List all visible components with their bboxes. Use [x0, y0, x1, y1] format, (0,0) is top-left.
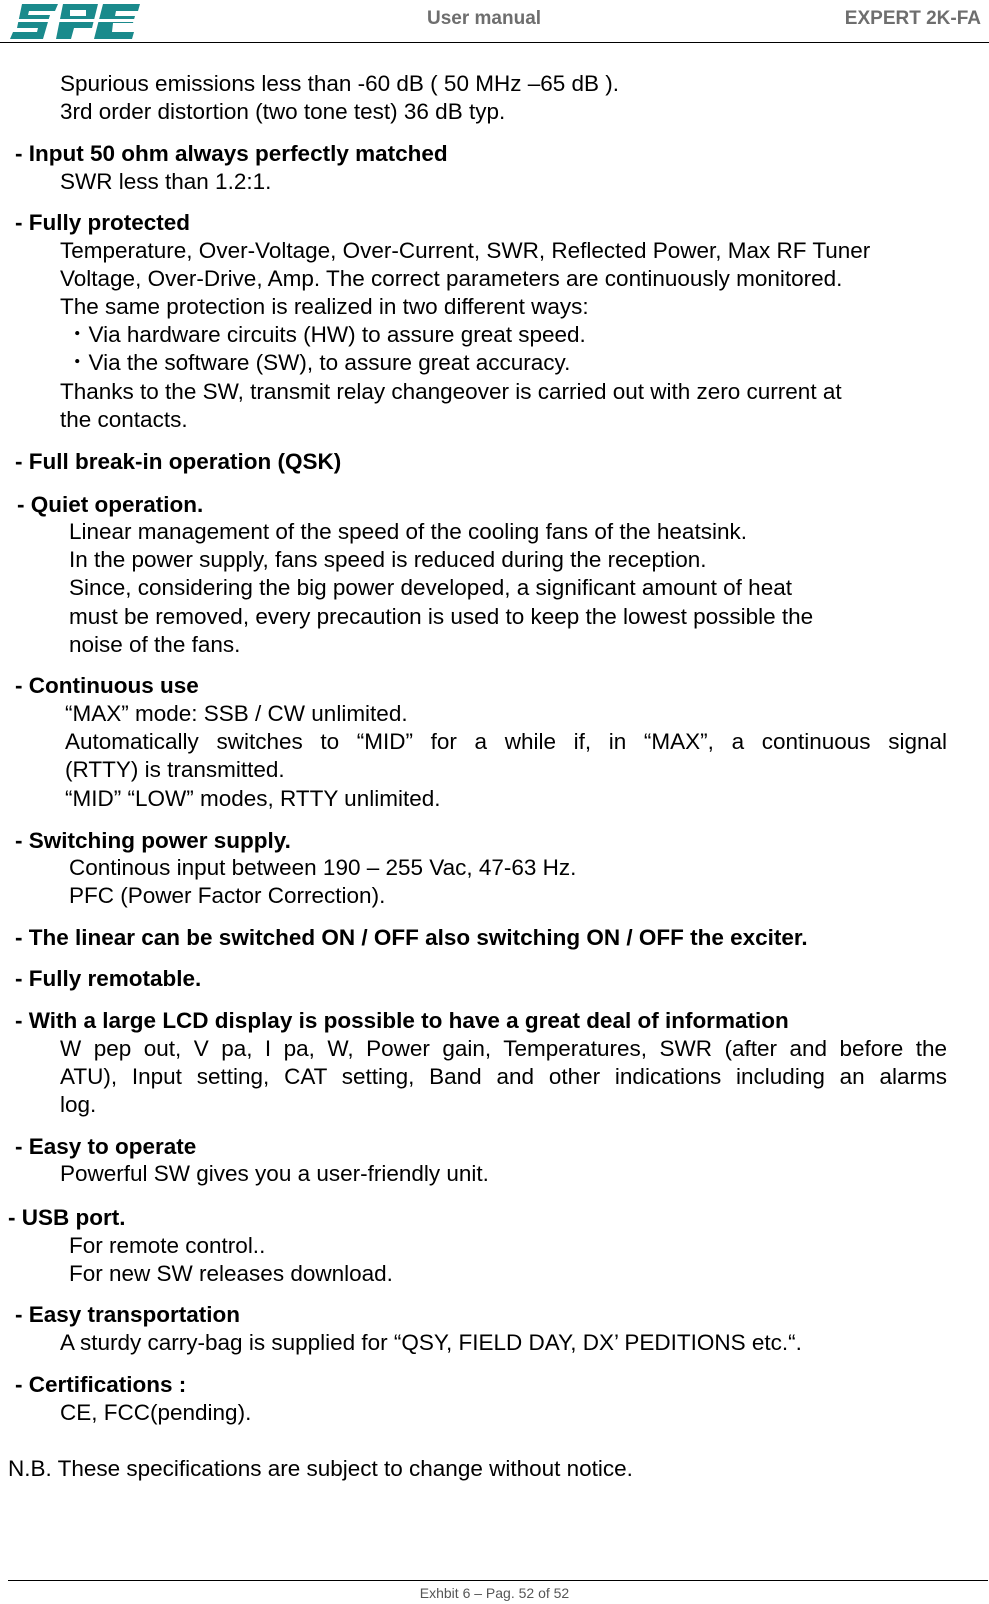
- protected-line: Voltage, Over-Drive, Amp. The correct parameters are continuously monitored.: [60, 266, 843, 291]
- remotable-heading: - Fully remotable.: [15, 966, 202, 991]
- disclaimer-note: N.B. These specifications are subject to change without notice.: [8, 1456, 633, 1481]
- page-footer: Exhbit 6 – Pag. 52 of 52: [419, 1585, 570, 1601]
- quiet-line: noise of the fans.: [69, 632, 241, 657]
- transport-heading: - Easy transportation: [15, 1302, 241, 1327]
- psu-line: Continous input between 190 – 255 Vac, 47-63 Hz.: [69, 855, 577, 880]
- cert-line: CE, FCC(pending).: [60, 1400, 252, 1425]
- input-line: SWR less than 1.2:1.: [60, 169, 272, 194]
- footer-divider: [8, 1580, 988, 1581]
- continuous-line: (RTTY) is transmitted.: [65, 757, 285, 782]
- continuous-heading: - Continuous use: [15, 673, 199, 698]
- qsk-heading: - Full break-in operation (QSK): [15, 449, 342, 474]
- protected-line: Temperature, Over-Voltage, Over-Current, SWR, Reflected Power, Max RF Tuner: [60, 238, 871, 263]
- easy-line: Powerful SW gives you a user-friendly unit.: [60, 1161, 489, 1186]
- model-name: EXPERT 2K-FA: [844, 8, 981, 29]
- header-divider: [0, 42, 989, 43]
- distortion-line: 3rd order distortion (two tone test) 36 dB typ.: [60, 99, 506, 124]
- usb-line: For remote control..: [69, 1233, 266, 1258]
- continuous-line: “MID” “LOW” modes, RTTY unlimited.: [65, 786, 441, 811]
- protected-line: The same protection is realized in two different ways:: [60, 294, 589, 319]
- lcd-line: ATU), Input setting, CAT setting, Band and other indications including an alarms: [60, 1064, 947, 1089]
- usb-heading: - USB port.: [8, 1205, 126, 1230]
- transport-line: A sturdy carry-bag is supplied for “QSY, FIELD DAY, DX’ PEDITIONS etc.“.: [60, 1330, 802, 1355]
- protected-bullet: ・Via the software (SW), to assure great accuracy.: [66, 350, 571, 375]
- continuous-line: Automatically switches to “MID” for a while if, in “MAX”, a continuous signal: [65, 729, 947, 754]
- lcd-line: W pep out, V pa, I pa, W, Power gain, Temperatures, SWR (after and before the: [60, 1036, 947, 1061]
- cert-heading: - Certifications :: [15, 1372, 187, 1397]
- easy-heading: - Easy to operate: [15, 1134, 197, 1159]
- protected-line: Thanks to the SW, transmit relay changeover is carried out with zero current at: [60, 379, 842, 404]
- lcd-heading: - With a large LCD display is possible to have a great deal of information: [15, 1008, 789, 1033]
- spurious-line: Spurious emissions less than -60 dB ( 50 MHz –65 dB ).: [60, 71, 620, 96]
- lcd-line: log.: [60, 1092, 97, 1117]
- quiet-line: Linear management of the speed of the cooling fans of the heatsink.: [69, 519, 747, 544]
- usb-line: For new SW releases download.: [69, 1261, 393, 1286]
- quiet-line: In the power supply, fans speed is reduced during the reception.: [69, 547, 707, 572]
- protected-bullet: ・Via hardware circuits (HW) to assure great speed.: [66, 322, 586, 347]
- quiet-heading: - Quiet operation.: [17, 492, 204, 517]
- protected-heading: - Fully protected: [15, 210, 191, 235]
- protected-line: the contacts.: [60, 407, 188, 432]
- psu-line: PFC (Power Factor Correction).: [69, 883, 386, 908]
- quiet-line: Since, considering the big power developed, a significant amount of heat: [69, 575, 792, 600]
- spe-logo: [8, 2, 142, 42]
- onoff-heading: - The linear can be switched ON / OFF also switching ON / OFF the exciter.: [15, 925, 808, 950]
- continuous-line: “MAX” mode: SSB / CW unlimited.: [65, 701, 408, 726]
- psu-heading: - Switching power supply.: [15, 828, 291, 853]
- page-header: [0, 0, 989, 43]
- manual-title: User manual: [427, 8, 542, 29]
- input-heading: - Input 50 ohm always perfectly matched: [15, 141, 448, 166]
- quiet-line: must be removed, every precaution is used to keep the lowest possible the: [69, 604, 814, 629]
